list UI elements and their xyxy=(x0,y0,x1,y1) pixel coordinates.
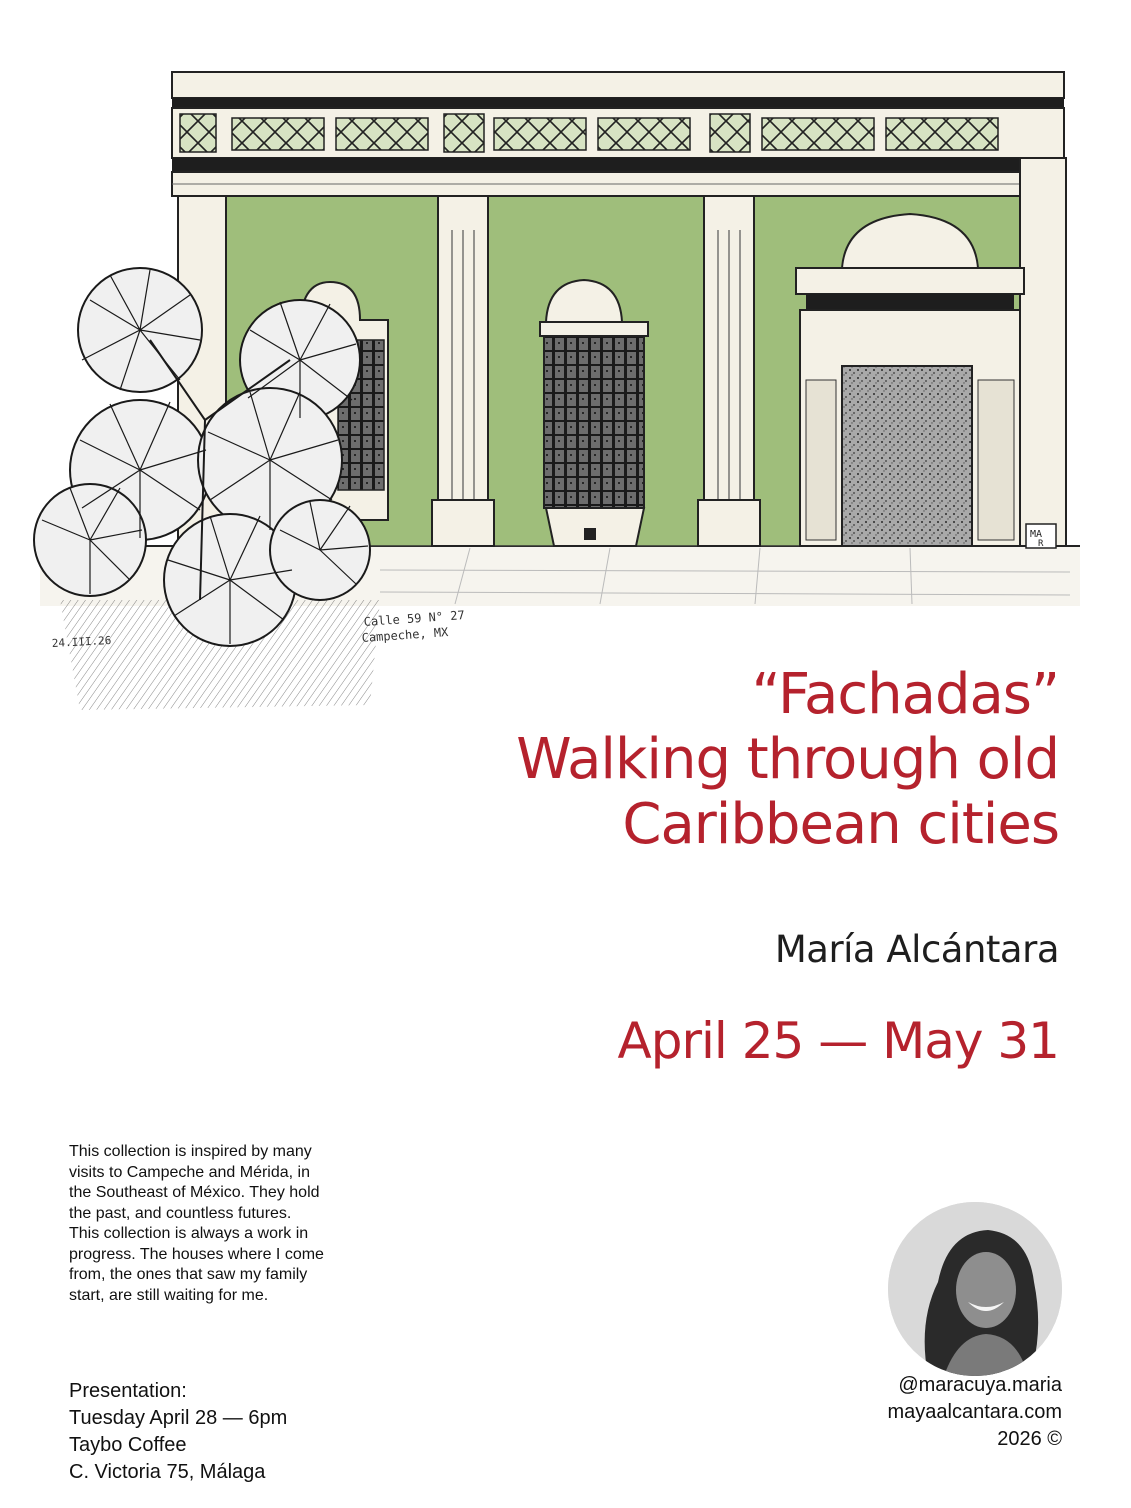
description-line: the past, and countless futures. xyxy=(69,1204,292,1222)
description-line: progress. The houses where I come xyxy=(69,1245,324,1263)
cornice xyxy=(172,72,1064,196)
description-line: This collection is inspired by many xyxy=(69,1143,312,1160)
presentation-address: C. Victoria 75, Málaga xyxy=(69,1461,266,1483)
description-line: This collection is always a work in xyxy=(69,1225,309,1242)
address-note-line1: Calle 59 N° 27 xyxy=(363,607,466,629)
address-note-line2: Campeche, MX xyxy=(361,624,449,645)
presentation-info xyxy=(69,1378,287,1486)
artist-photo xyxy=(888,1202,1062,1376)
contact-info xyxy=(887,1372,1062,1453)
instagram-handle[interactable]: @maracuya.maria xyxy=(898,1374,1062,1396)
title-line-2: Walking through old xyxy=(516,727,1059,792)
facade-illustration xyxy=(0,0,1131,720)
description-line: visits to Campeche and Mérida, in xyxy=(69,1163,310,1181)
exhibition-dates: April 25 — May 31 xyxy=(617,1012,1059,1070)
website-link[interactable]: mayaalcantara.com xyxy=(887,1401,1062,1423)
presentation-datetime: Tuesday April 28 — 6pm xyxy=(69,1407,288,1429)
copyright-note: 2026 © xyxy=(997,1428,1062,1450)
description-line: the Southeast of México. They hold xyxy=(69,1184,320,1201)
description-line: from, the ones that saw my family xyxy=(69,1266,308,1283)
description-line: start, are still waiting for me. xyxy=(69,1286,269,1304)
artist-signature-line2: R xyxy=(1038,539,1044,549)
date-note: 24.III.26 xyxy=(51,633,112,650)
presentation-heading: Presentation: xyxy=(69,1380,187,1402)
title-line-1: “Fachadas” xyxy=(751,662,1059,727)
exhibition-title xyxy=(516,662,1059,857)
title-line-3: Caribbean cities xyxy=(622,792,1059,857)
collection-description xyxy=(69,1142,389,1306)
presentation-venue: Taybo Coffee xyxy=(69,1434,187,1456)
artist-name: María Alcántara xyxy=(774,928,1059,971)
artist-portrait xyxy=(888,1202,1062,1376)
artist-signature-line1: MA xyxy=(1030,529,1043,540)
